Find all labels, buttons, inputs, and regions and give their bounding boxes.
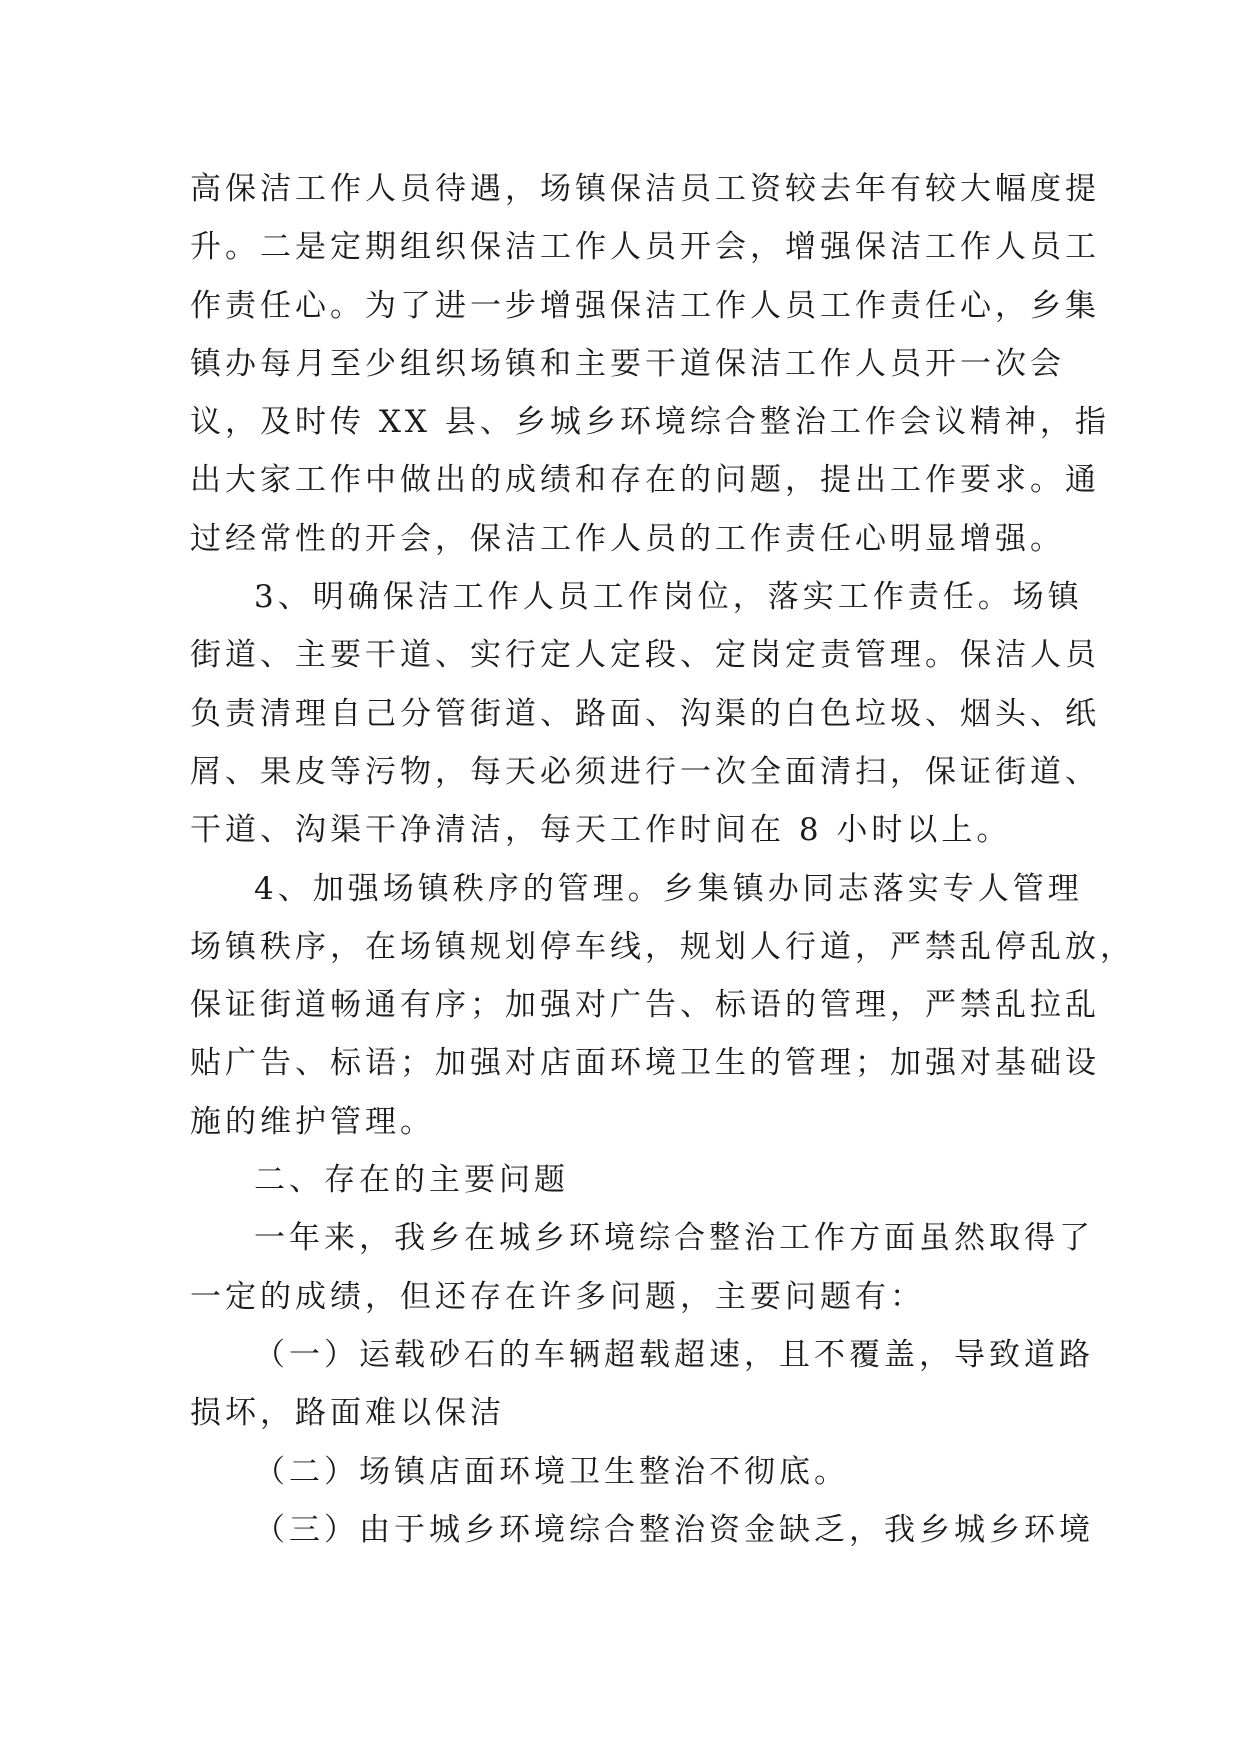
section-heading: 二、存在的主要问题 — [254, 1162, 569, 1199]
text-line: 镇办每月至少组织场镇和主要干道保洁工作人员开一次会 — [190, 345, 1065, 382]
text-line: 议，及时传 XX 县、乡城乡环境综合整治工作会议精神，指 — [190, 404, 1110, 441]
document-body — [190, 160, 1135, 1559]
text-line: 过经常性的开会，保洁工作人员的工作责任心明显增强。 — [190, 520, 1065, 557]
text-line: 屑、果皮等污物，每天必须进行一次全面清扫，保证街道、 — [190, 753, 1100, 790]
text-line: 干道、沟渠干净清洁，每天工作时间在 8 小时以上。 — [190, 812, 1012, 849]
list-item-line: （二）场镇店面环境卫生整治不彻底。 — [254, 1453, 849, 1490]
paragraph-start-line: 一年来，我乡在城乡环境综合整治工作方面虽然取得了 — [254, 1220, 1094, 1257]
list-item-line: （一）运载砂石的车辆超载超速，且不覆盖，导致道路 — [254, 1336, 1094, 1373]
text-line: 出大家工作中做出的成绩和存在的问题，提出工作要求。通 — [190, 462, 1100, 499]
text-line: 高保洁工作人员待遇，场镇保洁员工资较去年有较大幅度提 — [190, 171, 1100, 207]
text-line: 保证街道畅通有序；加强对广告、标语的管理，严禁乱拉乱 — [190, 987, 1100, 1024]
text-line: 街道、主要干道、实行定人定段、定岗定责管理。保洁人员 — [190, 637, 1100, 674]
text-line: 场镇秩序，在场镇规划停车线，规划人行道，严禁乱停乱放， — [190, 928, 1135, 965]
paragraph-start-line: 3、明确保洁工作人员工作岗位，落实工作责任。场镇 — [254, 579, 1083, 616]
list-item-line: （三）由于城乡环境综合整治资金缺乏，我乡城乡环境 — [254, 1511, 1094, 1548]
text-line: 损坏，路面难以保洁 — [190, 1395, 505, 1432]
text-line: 施的维护管理。 — [190, 1103, 435, 1140]
text-line: 一定的成绩，但还存在许多问题，主要问题有： — [190, 1278, 925, 1315]
text-line: 贴广告、标语；加强对店面环境卫生的管理；加强对基础设 — [190, 1045, 1100, 1082]
text-line: 作责任心。为了进一步增强保洁工作人员工作责任心，乡集 — [190, 287, 1100, 324]
text-line: 负责清理自己分管街道、路面、沟渠的白色垃圾、烟头、纸 — [190, 695, 1100, 732]
text-line: 升。二是定期组织保洁工作人员开会，增强保洁工作人员工 — [190, 229, 1100, 266]
paragraph-start-line: 4、加强场镇秩序的管理。乡集镇办同志落实专人管理 — [254, 870, 1083, 907]
